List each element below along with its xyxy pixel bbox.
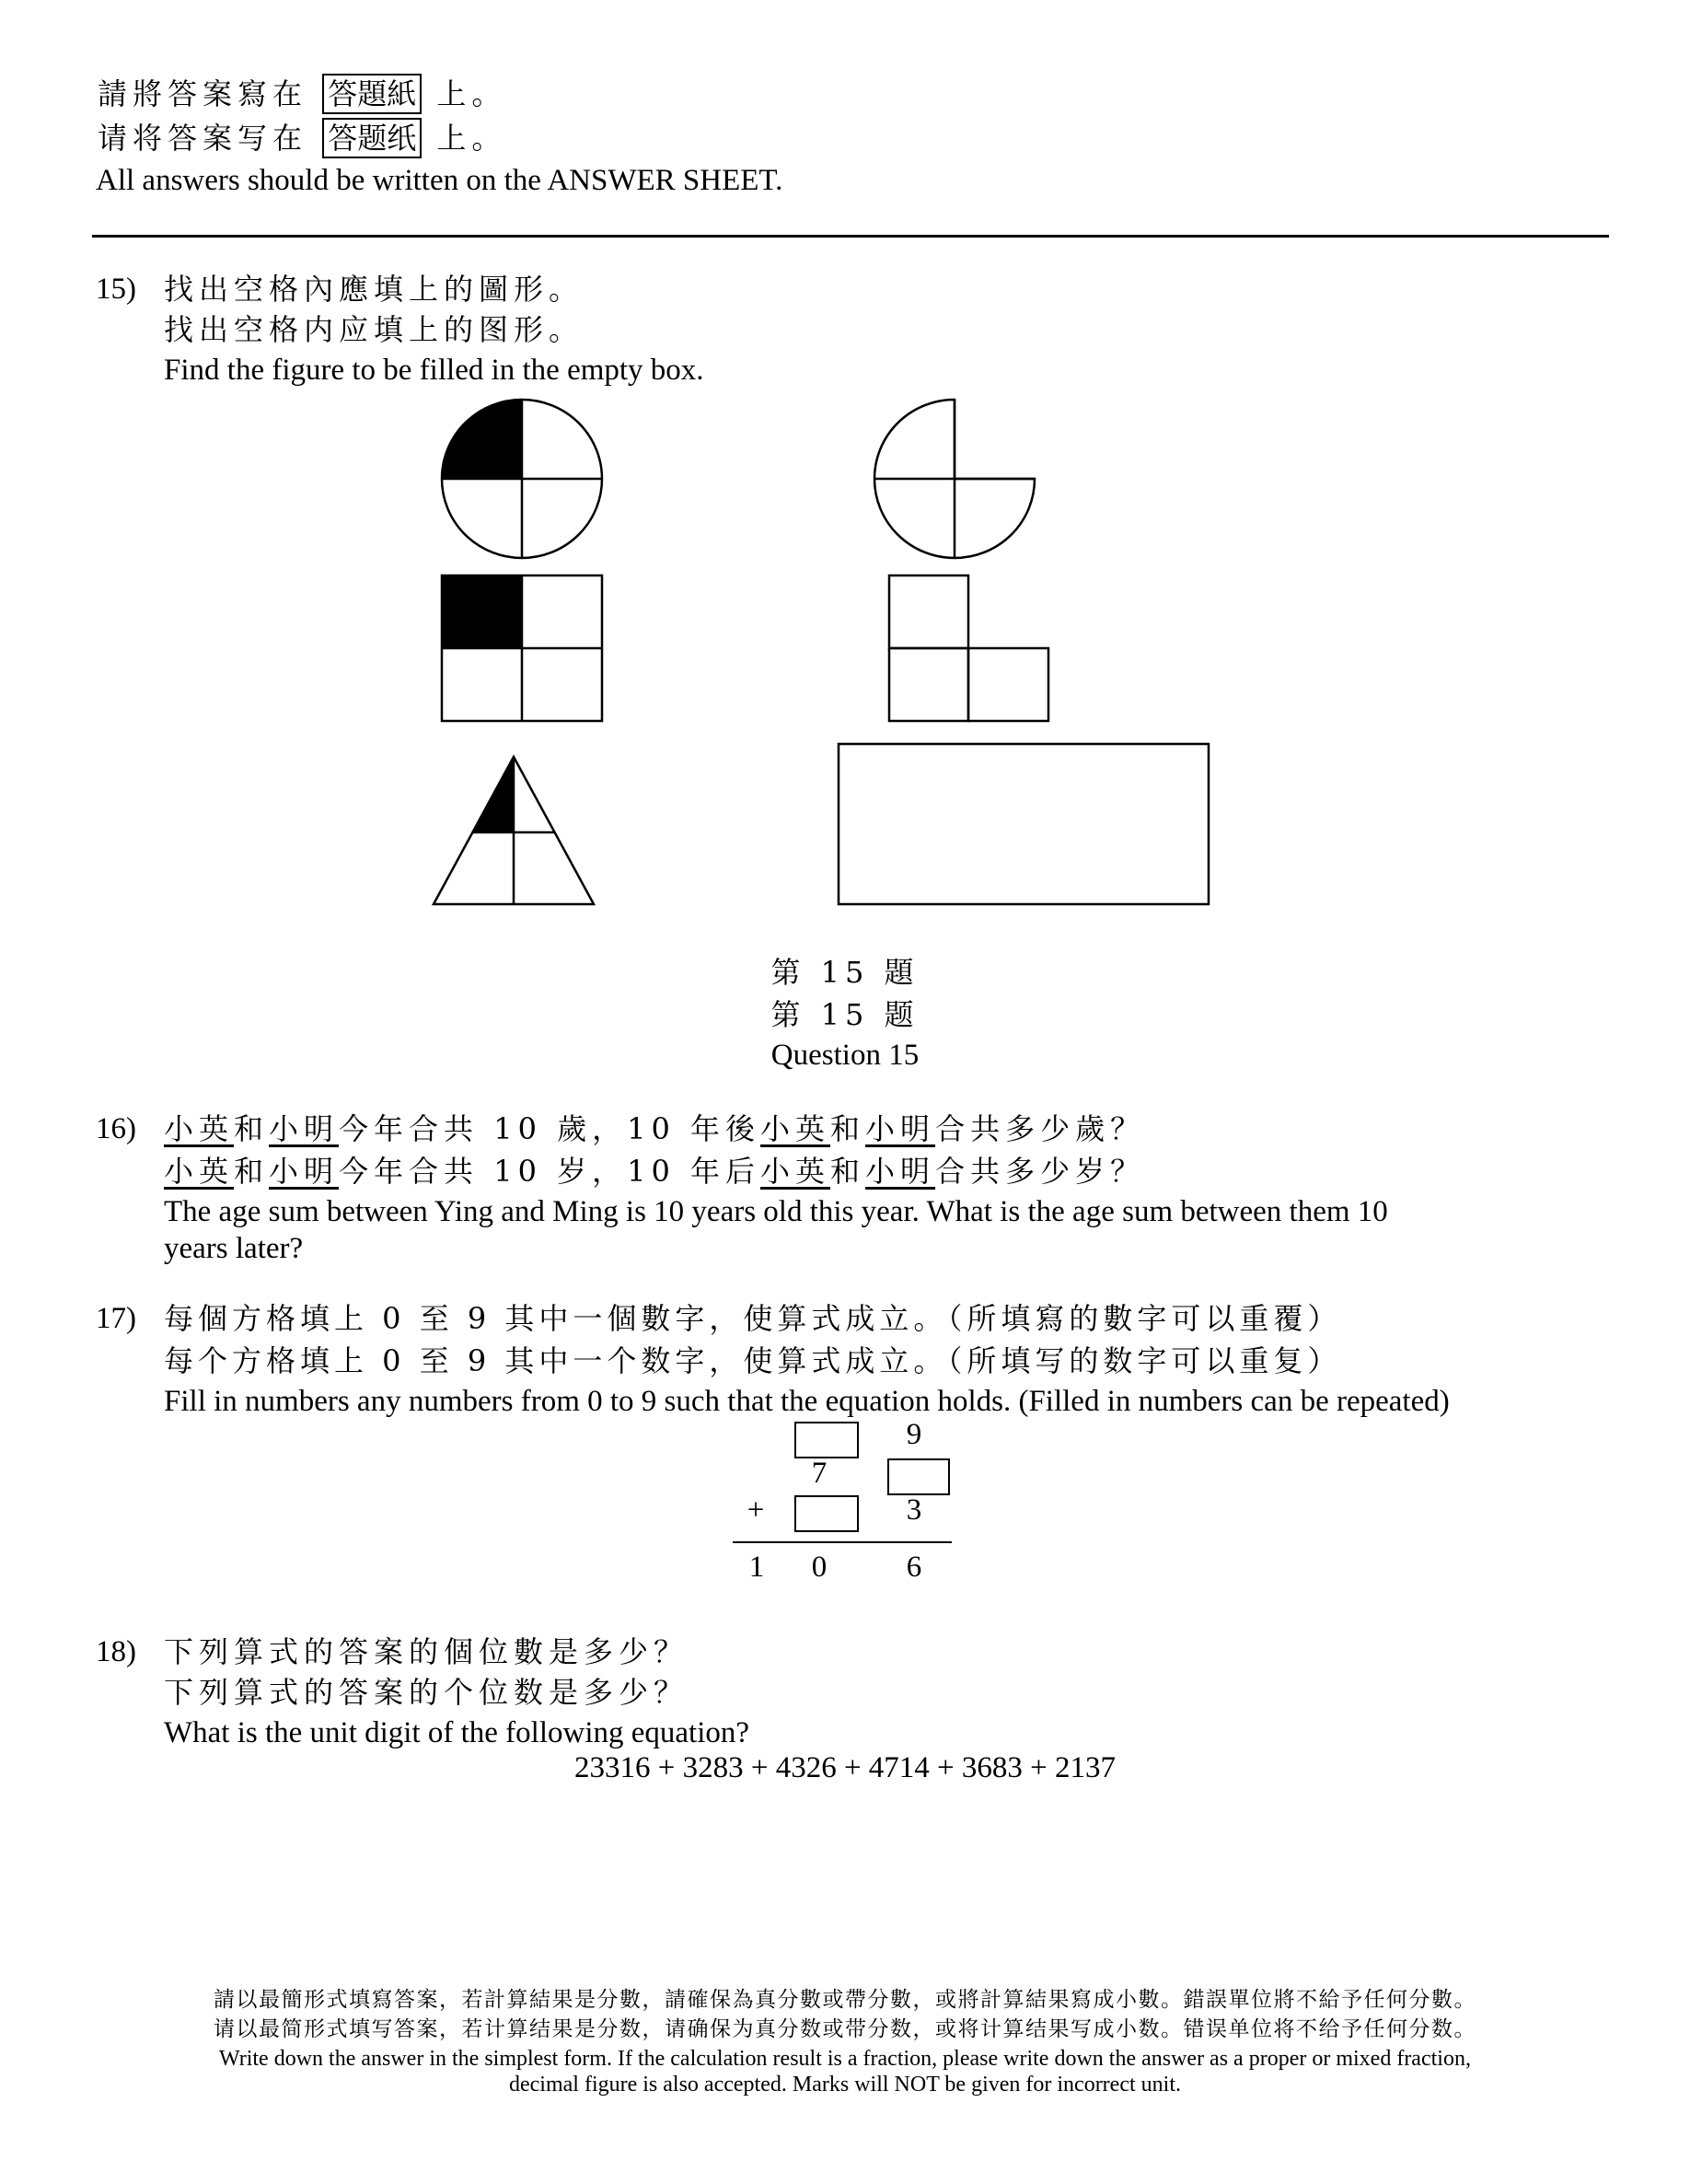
square-shaded-figure	[442, 575, 602, 721]
footer-sc: 请以最简形式填写答案，若计算结果是分数，请确保为真分数或带分数，或将计算结果写成小数。错误单位将不给予任何分数。	[214, 2017, 1476, 2041]
name-ming-sc-2: 小明	[865, 1154, 936, 1189]
l-shape-figure	[889, 575, 1048, 721]
q16-text-en-1: The age sum between Ying and Ming is 10 years old this year. What is the age sum between them 10	[164, 1195, 1388, 1228]
q18-text-tc: 下列算式的答案的個位數是多少？	[164, 1634, 689, 1669]
q16-sc-and: 和	[234, 1154, 270, 1189]
instruction-sc-text: 请将答案写在	[98, 121, 308, 156]
q17-text-sc: 每个方格填上 0 至 9 其中一个数字，使算式成立。（所填写的数字可以重复）	[164, 1343, 1342, 1378]
digit-row1-units: 9	[906, 1418, 922, 1451]
q15-text-sc: 找出空格内应填上的图形。	[164, 312, 585, 347]
name-ying-tc-2: 小英	[760, 1111, 831, 1146]
footer-en-2: decimal figure is also accepted. Marks will NOT be given for incorrect unit.	[509, 2073, 1181, 2097]
q15-caption-tc: 第 15 題	[770, 955, 920, 990]
result-units: 6	[906, 1551, 922, 1584]
q16-tc-end: 合共多少歲？	[935, 1111, 1146, 1146]
q15-number: 15)	[96, 273, 136, 306]
q17-text-tc: 每個方格填上 0 至 9 其中一個數字，使算式成立。（所填寫的數字可以重覆）	[164, 1301, 1342, 1336]
circle-shaded-figure	[442, 400, 602, 558]
instruction-tc-text: 請將答案寫在	[98, 76, 308, 111]
name-ying-sc-2: 小英	[760, 1154, 831, 1189]
blank-box-row2-units[interactable]	[887, 1458, 950, 1495]
name-ying-tc: 小英	[164, 1111, 235, 1146]
footer-en-1: Write down the answer in the simplest form. If the calculation result is a fraction, please write down the answer as a proper or mixed fraction,	[219, 2047, 1471, 2071]
three-quarter-circle-figure	[874, 400, 1035, 558]
q16-sc-and-2: 和	[830, 1154, 866, 1189]
q15-figure	[0, 0, 1690, 930]
q16-tc-and: 和	[234, 1111, 270, 1146]
q17-number: 17)	[96, 1302, 136, 1335]
q16-tc-mid: 今年合共 10 歲，10 年後	[339, 1111, 761, 1146]
q18-number: 18)	[96, 1635, 136, 1668]
q16-text-sc	[164, 1151, 1145, 1191]
q16-sc-mid: 今年合共 10 岁，10 年后	[339, 1154, 761, 1189]
triangle-shaded-figure	[434, 757, 594, 904]
blank-box-row3-tens[interactable]	[794, 1495, 859, 1532]
name-ming-tc: 小明	[269, 1111, 340, 1146]
q16-text-tc	[164, 1109, 1145, 1149]
q16-tc-and-2: 和	[830, 1111, 866, 1146]
answer-sheet-box-sc: 答题纸	[322, 118, 422, 158]
name-ming-sc: 小明	[269, 1154, 340, 1189]
digit-row3-units: 3	[906, 1493, 922, 1527]
q15-caption-sc: 第 15 题	[770, 997, 920, 1032]
q15-caption-en: Question 15	[770, 1039, 920, 1072]
q15-text-en: Find the figure to be filled in the empty box.	[164, 354, 704, 387]
name-ming-tc-2: 小明	[865, 1111, 936, 1146]
sum-line	[733, 1541, 952, 1543]
q16-text-en-2: years later?	[164, 1232, 304, 1265]
blank-box-row1-tens[interactable]	[794, 1422, 859, 1458]
instruction-sc-end: 上。	[436, 121, 507, 156]
answer-sheet-box-tc: 答題紙	[322, 74, 422, 114]
digit-row2-tens: 7	[811, 1457, 828, 1490]
q18-text-en: What is the unit digit of the following equation?	[164, 1716, 750, 1749]
empty-answer-box	[839, 744, 1209, 904]
name-ying-sc: 小英	[164, 1154, 235, 1189]
result-hundreds: 1	[748, 1551, 765, 1584]
instruction-tc-end: 上。	[436, 76, 507, 111]
q16-number: 16)	[96, 1112, 136, 1145]
instruction-en: All answers should be written on the ANSWER SHEET.	[96, 164, 783, 197]
q16-sc-end: 合共多少岁？	[935, 1154, 1146, 1189]
footer-tc: 請以最簡形式填寫答案，若計算結果是分數，請確保為真分數或帶分數，或將計算結果寫成小數。錯誤單位將不給予任何分數。	[214, 1988, 1476, 2012]
q17-text-en: Fill in numbers any numbers from 0 to 9 such that the equation holds. (Filled in numbers can be repeated)	[164, 1385, 1450, 1418]
q15-text-tc: 找出空格內應填上的圖形。	[164, 272, 585, 307]
q18-expression: 23316 + 3283 + 4326 + 4714 + 3683 + 2137	[573, 1751, 1117, 1784]
plus-sign: +	[747, 1493, 765, 1527]
result-tens: 0	[811, 1551, 828, 1584]
q18-text-sc: 下列算式的答案的个位数是多少？	[164, 1675, 689, 1710]
